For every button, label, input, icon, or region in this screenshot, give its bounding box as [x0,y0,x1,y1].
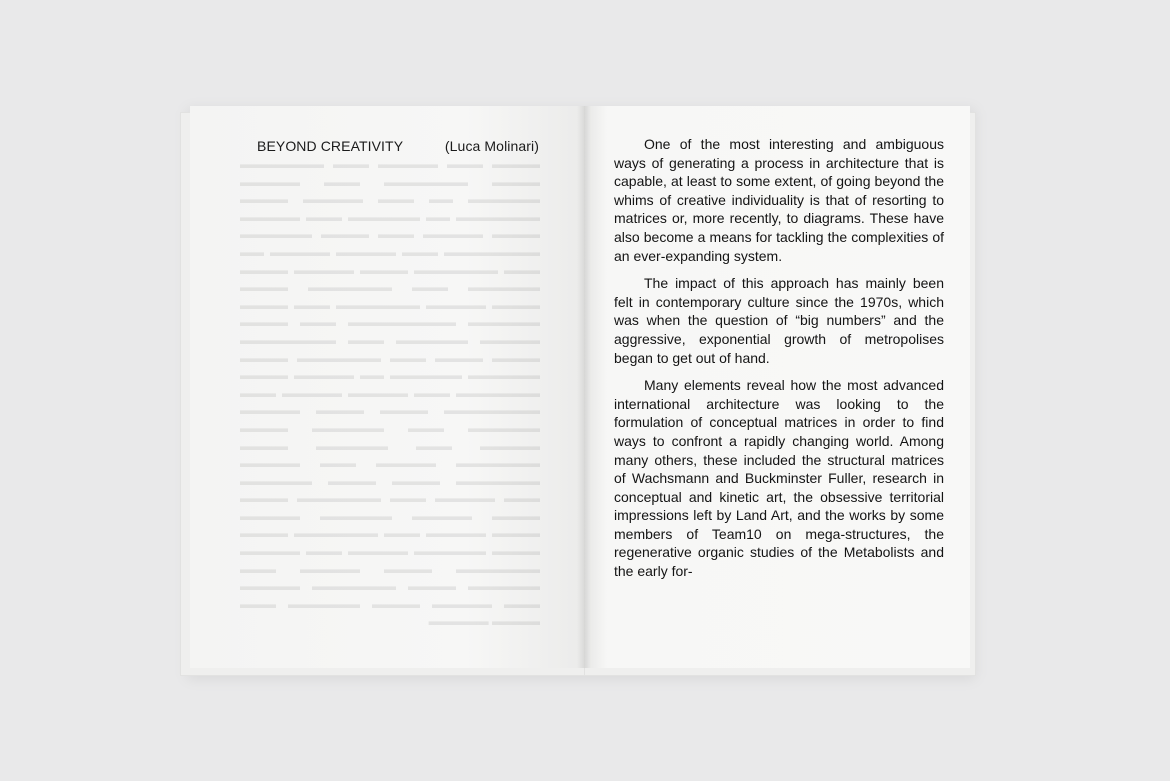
body-text [614,135,944,581]
paragraph-2: The impact of this approach has mainly been felt in contemporary culture since the 1970s, which was when the question of “big numbers” and the aggressive, exponential growth of metropolises began to get out of hand. [614,275,944,366]
book-gutter [577,106,591,668]
chapter-author: (Luca Molinari) [444,138,539,154]
paragraph-1: One of the most interesting and ambiguous ways of generating a process in architecture that is capable, at least to some extent, of going beyond the whims of creative individuality is that of resorting to matrices or, more recently, to diagrams. These have also become a means for tackling the complexities of an ever-expanding system. [614,136,944,264]
chapter-header [257,138,539,154]
show-through-text: ▬▬▬▬ ▬▬▬ ▬▬▬▬▬ ▬▬▬ ▬▬▬▬▬▬▬ ▬▬▬▬ ▬▬▬▬▬▬▬ ▬▬▬ ▬▬▬▬▬ ▬▬▬▬▬▬ ▬▬ ▬▬▬ ▬▬▬▬▬ ▬▬▬▬ ▬▬▬▬▬▬▬ ▬▬ ▬▬▬▬▬▬ ▬▬▬ ▬▬▬▬▬ ▬▬▬▬ ▬▬▬▬▬ ▬▬▬ ▬▬▬▬ ▬▬▬▬▬▬ ▬▬▬▬▬▬▬▬ ▬▬▬ ▬▬▬▬▬ ▬▬▬▬▬ ▬▬ ▬▬▬ ▬▬▬▬▬▬▬ ▬▬▬▬ ▬▬▬▬▬ ▬▬▬▬ ▬▬▬▬▬▬ ▬▬▬ ▬▬▬▬▬▬▬ ▬▬▬▬ ▬▬▬▬ ▬▬▬▬▬ ▬▬▬▬▬▬▬ ▬▬▬ ▬▬▬▬ ▬▬▬▬▬▬ ▬▬▬▬▬▬▬▬▬ ▬▬▬ ▬▬▬▬ ▬▬▬▬▬ ▬▬▬▬▬▬ ▬▬▬ ▬▬▬▬▬▬▬▬ ▬▬▬▬ ▬▬▬▬ ▬▬▬ ▬▬▬▬▬▬▬ ▬▬▬▬ ▬▬▬▬▬▬ ▬▬▬▬▬▬ ▬▬ ▬▬▬▬▬ ▬▬▬▬ ▬▬▬▬▬▬▬ ▬▬▬ ▬▬▬▬▬ ▬▬▬▬▬ ▬▬▬ ▬▬▬▬▬▬▬▬ ▬▬▬▬ ▬▬▬▬ ▬▬▬▬▬ ▬▬▬▬▬▬ ▬▬▬ ▬▬▬▬▬▬ ▬▬▬▬ ▬▬▬▬▬ ▬▬▬ ▬▬▬▬▬▬ ▬▬▬▬ ▬▬▬▬▬▬▬ ▬▬▬▬▬ ▬▬▬ ▬▬▬▬▬ ▬▬▬▬▬▬▬ ▬▬▬▬ ▬▬▬▬ ▬▬▬▬▬▬ ▬▬▬ ▬▬▬▬▬ ▬▬▬ ▬▬▬▬▬▬▬ ▬▬▬▬ ▬▬▬▬ ▬▬▬▬▬ ▬▬▬▬▬▬ ▬▬▬▬▬ ▬▬▬▬ ▬▬▬▬▬ ▬▬▬ ▬▬▬▬▬▬▬ ▬▬▬▬ ▬▬▬▬ ▬▬▬▬▬▬ ▬▬▬▬▬ ▬▬▬ ▬▬▬▬▬ ▬▬▬▬▬▬▬ ▬▬▬▬ ▬▬▬▬▬ ▬▬▬ ▬▬▬▬▬▬ ▬▬▬▬ ▬▬▬▬▬▬▬ ▬▬▬▬▬ ▬▬▬ ▬▬▬▬▬ ▬▬▬▬ ▬▬▬▬▬▬ ▬▬▬ ▬▬▬▬ ▬▬▬▬▬ [240,157,540,629]
chapter-title: BEYOND CREATIVITY [257,138,404,154]
paragraph-3: Many elements reveal how the most advanced international architecture was looking to the formulation of conceptual matrices in order to find ways to confront a rapidly changing world. Among many others, these included the structural matrices of Wachsmann and Buckminster Fuller, research in conceptual and kinetic art, the obsessive territorial impressions left by Land Art, and the works by some members of Team10 on mega-structures, the regenerative organic studies of the Metabolists and the early for- [614,377,944,580]
